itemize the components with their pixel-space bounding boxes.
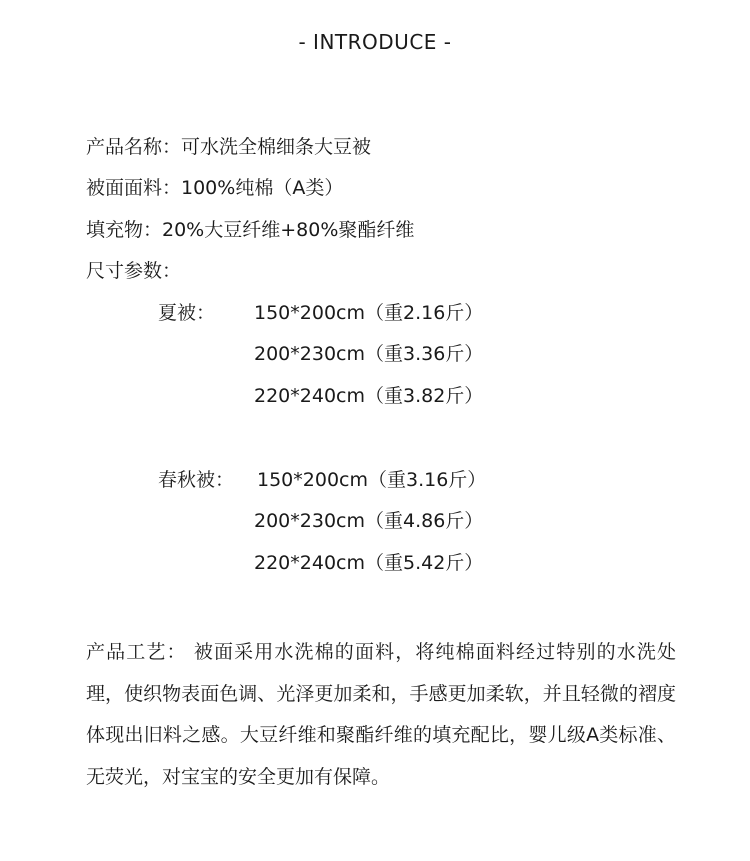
summer-label: 夏被： [158,302,216,324]
size-heading: 尺寸参数： [86,260,182,282]
summer-size-2: 200*230cm（重3.36斤） [254,343,484,365]
craft-description: 产品工艺： 被面采用水洗棉的面料，将纯棉面料经过特别的水洗处理，使织物表面色调、光泽更加柔和，手感更加柔软，并且轻微的褶度体现出旧料之感。大豆纤维和聚酯纤维的填充配比，婴儿级A类标准、无荧光，对宝宝的安全更加有保障。 [86,641,676,788]
spring-autumn-label: 春秋被： [158,469,235,491]
spring-autumn-size-1: 150*200cm（重3.16斤） [257,469,487,491]
summer-size-1: 150*200cm（重2.16斤） [254,302,484,324]
fabric-line: 被面面料：100%纯棉（A类） [86,177,344,199]
spring-autumn-size-3: 220*240cm（重5.42斤） [254,552,484,574]
product-name-line: 产品名称：可水洗全棉细条大豆被 [86,136,372,158]
page-title: - INTRODUCE - [298,30,452,54]
filling-line: 填充物：20%大豆纤维+80%聚酯纤维 [86,219,415,241]
summer-size-3: 220*240cm（重3.82斤） [254,385,484,407]
spring-autumn-size-2: 200*230cm（重4.86斤） [254,510,484,532]
